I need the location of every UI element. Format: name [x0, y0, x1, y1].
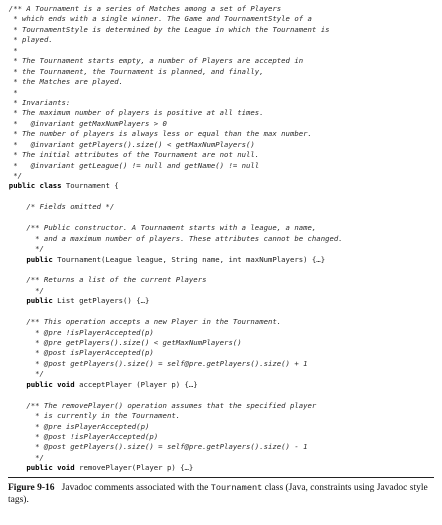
- code-line: [0, 14, 442, 24]
- code-line: [0, 275, 442, 285]
- code-indent: [0, 432, 26, 441]
- code-line: [0, 422, 442, 432]
- code-line: [0, 432, 442, 442]
- code-indent: [0, 14, 9, 23]
- code-line: [0, 56, 442, 66]
- code-indent: [0, 422, 26, 431]
- code-comment: */: [26, 369, 44, 379]
- code-comment: * @post getPlayers().size() = self@pre.getPlayers().size() - 1: [26, 442, 308, 452]
- caption-text-after: class (Java, constraints using Javadoc style tags).: [8, 483, 428, 505]
- code-indent: [0, 359, 26, 368]
- code-line: [0, 108, 442, 118]
- code-line: [0, 202, 442, 212]
- code-indent: [0, 35, 9, 44]
- code-indent: [0, 161, 9, 170]
- code-line: [0, 338, 442, 348]
- code-indent: [0, 129, 9, 138]
- caption-text-before: Javadoc comments associated with the: [61, 483, 211, 493]
- code-line: [0, 88, 442, 98]
- code-keyword: public class: [8, 181, 62, 191]
- code-comment: /* Fields omitted */: [26, 202, 115, 212]
- code-indent: [0, 463, 26, 472]
- code-comment: * @post getPlayers().size() = self@pre.getPlayers().size() + 1: [26, 358, 308, 368]
- code-indent: [0, 98, 9, 107]
- code-comment: * played.: [8, 35, 53, 45]
- code-indent: [0, 25, 9, 34]
- code-indent: [0, 223, 26, 232]
- code-comment: * @pre isPlayerAccepted(p): [26, 421, 150, 431]
- code-indent: [0, 88, 9, 97]
- code-indent: [0, 202, 26, 211]
- code-line: [0, 307, 442, 317]
- code-comment: * TournamentStyle is determined by the League in which the Tournament is: [8, 24, 330, 34]
- code-line: [0, 77, 442, 87]
- code-line: [0, 119, 442, 129]
- code-indent: [0, 442, 26, 451]
- code-line: [0, 192, 442, 202]
- code-line: [0, 401, 442, 411]
- code-line: [0, 380, 442, 390]
- code-comment: * the Matches are played.: [8, 77, 124, 87]
- code-indent: [0, 286, 26, 295]
- code-comment: * The number of players is always less or equal than the max number.: [8, 129, 312, 139]
- code-line: [0, 390, 442, 400]
- code-comment: * @invariant getPlayers().size() < getMaxNumPlayers(): [8, 139, 255, 149]
- code-indent: [0, 255, 26, 264]
- code-line: [0, 140, 442, 150]
- code-line: [0, 453, 442, 463]
- code-line: [0, 4, 442, 14]
- code-indent: [0, 140, 9, 149]
- code-indent: [0, 108, 9, 117]
- code-comment: * which ends with a single winner. The Game and TournamentStyle of a: [8, 14, 312, 24]
- code-text: List getPlayers() {…}: [52, 296, 150, 306]
- code-line: [0, 46, 442, 56]
- code-text: Tournament(League league, String name, int maxNumPlayers) {…}: [52, 254, 326, 264]
- code-indent: [0, 380, 26, 389]
- code-line: [0, 244, 442, 254]
- code-comment: */: [8, 171, 22, 180]
- code-line: [0, 286, 442, 296]
- code-comment: * Invariants:: [8, 97, 71, 107]
- code-line: [0, 213, 442, 223]
- code-comment: /** This operation accepts a new Player in the Tournament.: [26, 317, 282, 327]
- code-comment: * @pre getPlayers().size() < getMaxNumPlayers(): [26, 338, 242, 347]
- code-listing: [0, 4, 442, 474]
- code-indent: [0, 328, 26, 337]
- code-text: removePlayer(Player p) {…}: [74, 463, 194, 473]
- code-keyword: public void: [26, 379, 75, 389]
- code-line: [0, 442, 442, 452]
- code-line: [0, 328, 442, 338]
- code-comment: * is currently in the Tournament.: [26, 411, 181, 421]
- code-line: [0, 223, 442, 233]
- code-line: [0, 463, 442, 473]
- code-line: [0, 35, 442, 45]
- code-indent: [0, 67, 9, 76]
- code-indent: [0, 296, 26, 305]
- code-indent: [0, 77, 9, 86]
- code-line: [0, 67, 442, 77]
- code-indent: [0, 369, 26, 378]
- code-line: [0, 265, 442, 275]
- code-comment: *: [8, 45, 18, 55]
- code-text: Tournament {: [61, 181, 119, 191]
- code-comment: * @post isPlayerAccepted(p): [26, 348, 154, 358]
- code-comment: *: [8, 87, 18, 97]
- code-keyword: public: [26, 254, 53, 264]
- code-indent: [0, 234, 26, 243]
- code-comment: /** A Tournament is a series of Matches among a set of Players: [8, 4, 282, 13]
- code-comment: /** Public constructor. A Tournament starts with a league, a name,: [26, 223, 317, 233]
- code-line: [0, 296, 442, 306]
- code-line: [0, 369, 442, 379]
- code-comment: * The initial attributes of the Tournament are not null.: [8, 150, 260, 160]
- code-comment: /** The removePlayer() operation assumes that the specified player: [26, 400, 317, 410]
- code-comment: */: [26, 285, 44, 295]
- code-indent: [0, 401, 26, 410]
- code-indent: [0, 348, 26, 357]
- code-comment: * the Tournament, the Tournament is planned, and finally,: [8, 66, 264, 76]
- code-comment: */: [26, 452, 44, 462]
- code-line: [0, 171, 442, 181]
- code-line: [0, 411, 442, 421]
- code-keyword: public: [26, 296, 53, 306]
- code-keyword: public void: [26, 463, 75, 473]
- code-line: [0, 181, 442, 191]
- code-line: [0, 161, 442, 171]
- code-indent: [0, 4, 9, 13]
- code-comment: * @pre !isPlayerAccepted(p): [26, 327, 154, 337]
- code-indent: [0, 46, 9, 55]
- code-comment: * The Tournament starts empty, a number of Players are accepted in: [8, 56, 304, 66]
- code-indent: [0, 317, 26, 326]
- code-line: [0, 348, 442, 358]
- code-indent: [0, 453, 26, 462]
- code-comment: * @invariant getLeague() != null and getName() != null: [8, 160, 260, 170]
- code-indent: [0, 338, 26, 347]
- code-comment: * The maximum number of players is positive at all times.: [8, 108, 264, 118]
- code-comment: /** Returns a list of the current Players: [26, 275, 207, 285]
- code-line: [0, 98, 442, 108]
- code-indent: [0, 171, 9, 180]
- caption-divider: [8, 477, 434, 478]
- code-indent: [0, 411, 26, 420]
- code-indent: [0, 275, 26, 284]
- caption-class-name: Tournament: [210, 483, 263, 493]
- code-text: acceptPlayer (Player p) {…}: [74, 379, 198, 389]
- code-comment: */: [26, 244, 44, 254]
- figure-label: Figure 9-16: [8, 483, 55, 493]
- code-comment: * @invariant getMaxNumPlayers > 0: [8, 118, 167, 128]
- code-line: [0, 150, 442, 160]
- code-line: [0, 317, 442, 327]
- code-indent: [0, 119, 9, 128]
- code-indent: [0, 244, 26, 253]
- code-indent: [0, 150, 9, 159]
- code-comment: * @post !isPlayerAccepted(p): [26, 431, 159, 441]
- code-line: [0, 129, 442, 139]
- code-line: [0, 255, 442, 265]
- code-indent: [0, 56, 9, 65]
- code-comment: * and a maximum number of players. These attributes cannot be changed.: [26, 233, 343, 243]
- figure-caption: [8, 482, 434, 506]
- code-indent: [0, 181, 9, 190]
- code-line: [0, 25, 442, 35]
- code-line: [0, 359, 442, 369]
- code-line: [0, 234, 442, 244]
